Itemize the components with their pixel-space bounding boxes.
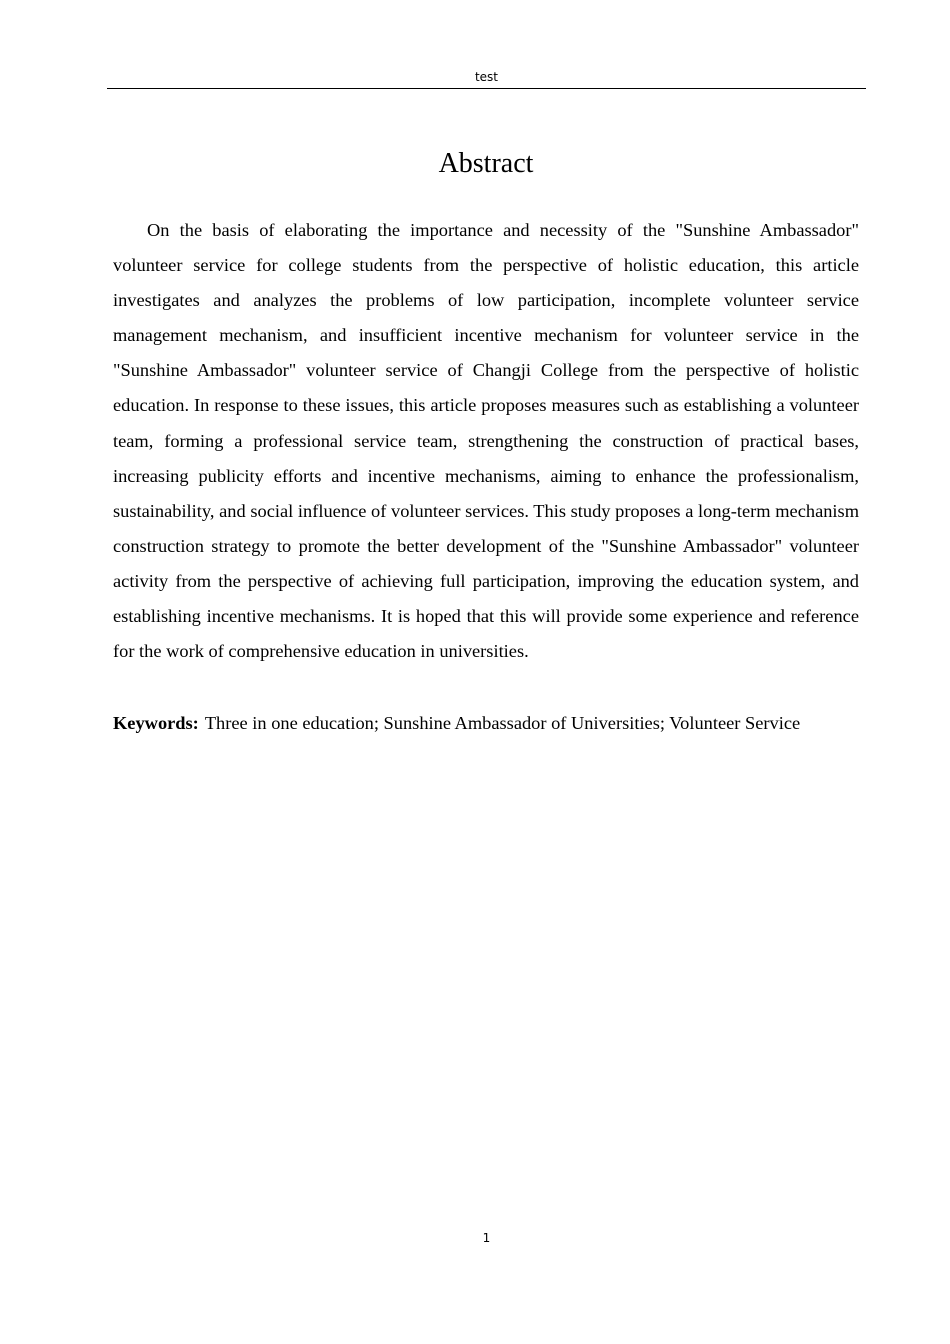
keywords-label: Keywords: [113,713,199,733]
abstract-title: Abstract [438,148,534,179]
abstract-body: On the basis of elaborating the importance and necessity of the "Sunshine Ambassador" volunteer service for college students from the perspective of holistic education, this article investigates and analyzes the problems of low participation, incomplete volunteer service management mechanism, and insufficient incentive mechanism for volunteer service in the "Sunshine Ambassador" volunteer service of Changji College from the perspective of holistic education. In response to these issues, this article proposes measures such as establishing a volunteer team, forming a professional service team, strengthening the construction of practical bases, increasing publicity efforts and incentive mechanisms, aiming to enhance the professionalism, sustainability, and social influence of volunteer services. This study proposes a long-term mechanism construction strategy to promote the better development of the "Sunshine Ambassador" volunteer activity from the perspective of achieving full participation, improving the education system, and establishing incentive mechanisms. It is hoped that this will provide some experience and reference for the work of comprehensive education in universities. [113,220,859,662]
keywords-value: Three in one education; Sunshine Ambassador of Universities; Volunteer Service [204,713,801,733]
page-number: 1 [482,1231,491,1245]
page-header [107,68,866,89]
keywords-line [113,706,859,740]
header-text: test [474,70,499,84]
